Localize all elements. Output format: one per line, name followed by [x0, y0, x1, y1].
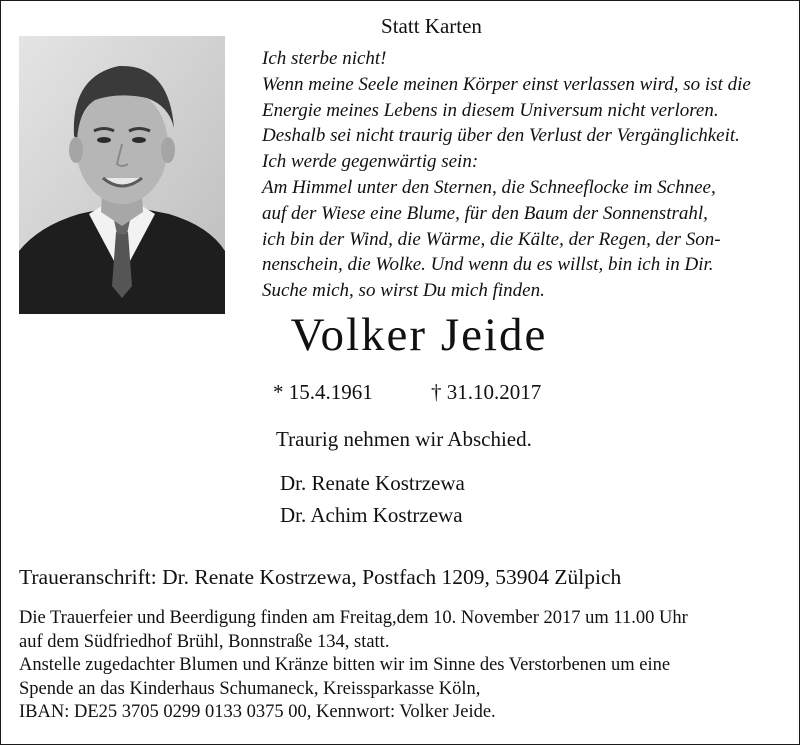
- notice-line: auf dem Südfriedhof Brühl, Bonnstraße 134, statt.: [19, 631, 390, 652]
- deceased-name: Volker Jeide: [290, 309, 548, 361]
- death-date: † 31.10.2017: [431, 380, 542, 404]
- notice-line: IBAN: DE25 3705 0299 0133 0375 00, Kennwort: Volker Jeide.: [19, 702, 496, 722]
- portrait-illustration: [19, 36, 225, 314]
- mourner-name: Dr. Renate Kostrzewa: [280, 471, 465, 495]
- poem-line: Deshalb sei nicht traurig über den Verlust der Vergänglichkeit.: [262, 125, 740, 147]
- poem-line: Ich sterbe nicht!: [262, 48, 387, 69]
- poem-line: Ich werde gegenwärtig sein:: [262, 151, 479, 173]
- notice-line: Anstelle zugedachter Blumen und Kränze bitten wir im Sinne des Verstorbenen um eine: [19, 655, 671, 675]
- birth-date: * 15.4.1961: [273, 380, 373, 404]
- mourner-name: Dr. Achim Kostrzewa: [280, 503, 463, 527]
- poem-line: nenschein, die Wolke. Und wenn du es willst, bin ich in Dir.: [262, 254, 714, 276]
- farewell-text: Traurig nehmen wir Abschied.: [276, 427, 532, 451]
- funeral-notice: [19, 607, 789, 725]
- notice-line: Die Trauerfeier und Beerdigung finden am Freitag,dem 10. November 2017 um 11.00 Uhr: [19, 608, 688, 628]
- notice-line: Spende an das Kinderhaus Schumaneck, Kreissparkasse Köln,: [19, 678, 481, 699]
- header-title: Statt Karten: [381, 14, 482, 38]
- portrait-photo: [19, 36, 225, 314]
- poem-line: ich bin der Wind, die Wärme, die Kälte, der Regen, der Son-: [262, 228, 721, 250]
- poem: [262, 46, 792, 304]
- poem-line: Wenn meine Seele meinen Körper einst verlassen wird, so ist die: [262, 73, 751, 95]
- poem-line: Suche mich, so wirst Du mich finden.: [262, 280, 545, 302]
- poem-line: auf der Wiese eine Blume, für den Baum der Sonnenstrahl,: [262, 202, 708, 224]
- mourning-address: Traueranschrift: Dr. Renate Kostrzewa, Postfach 1209, 53904 Zülpich: [19, 565, 622, 589]
- poem-line: Energie meines Lebens in diesem Universum nicht verloren.: [262, 99, 719, 121]
- poem-line: Am Himmel unter den Sternen, die Schneeflocke im Schnee,: [262, 176, 716, 198]
